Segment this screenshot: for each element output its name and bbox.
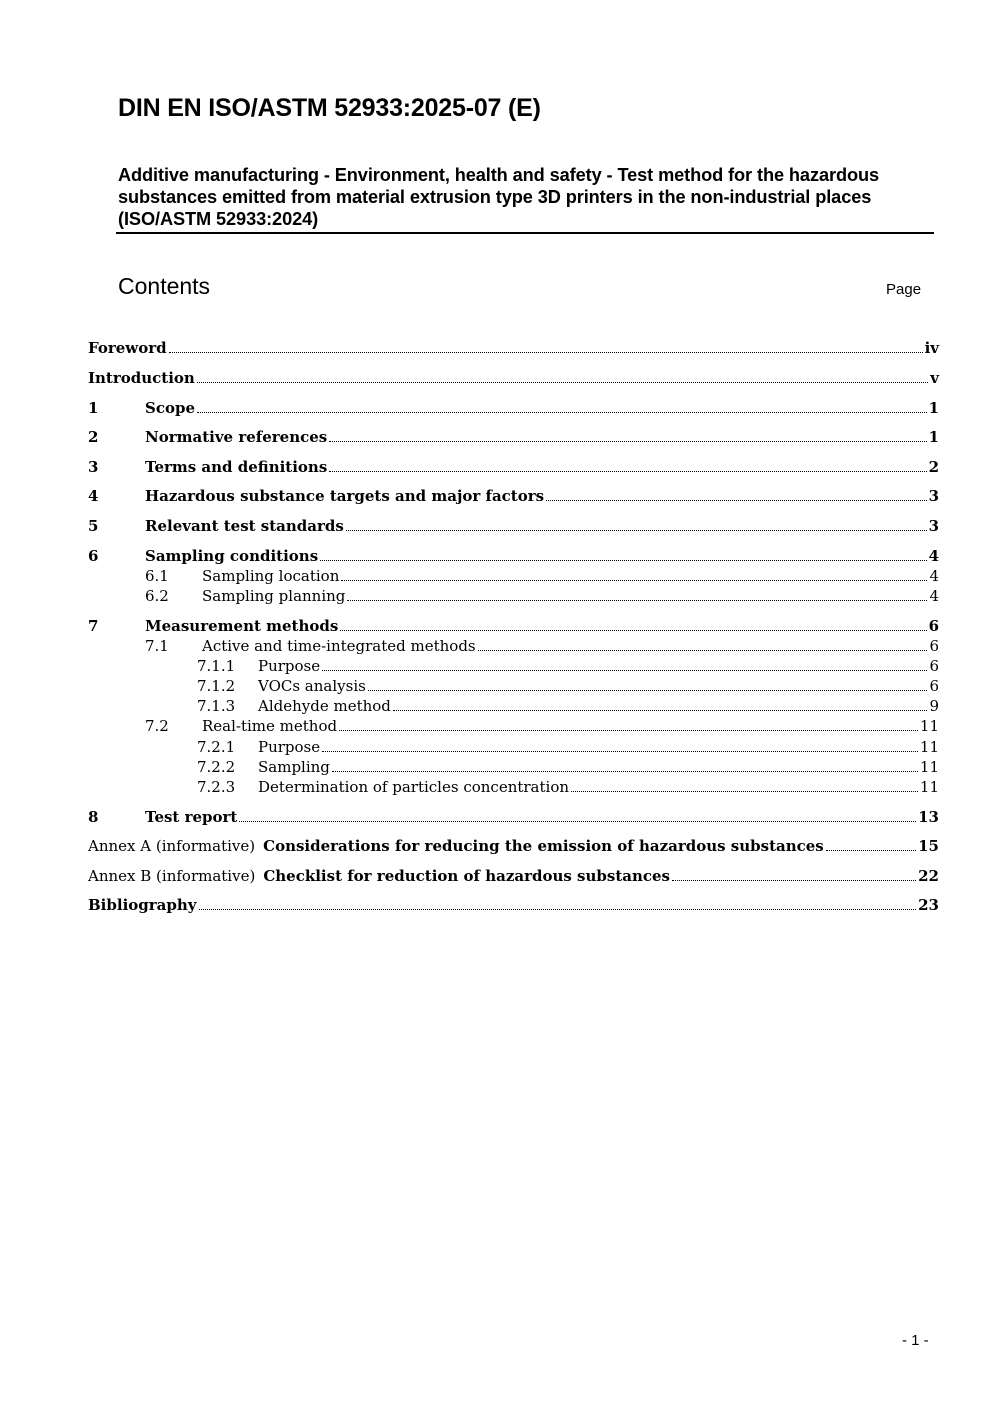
dot-leader: [393, 696, 928, 711]
dot-leader: [329, 457, 926, 472]
dot-leader: [368, 676, 928, 691]
toc-entry-sampling-location[interactable]: 6.1 Sampling location 4: [145, 567, 939, 585]
toc-entry-test-report[interactable]: 8 Test report 13: [88, 808, 939, 826]
toc-entry-active-time-integrated-methods[interactable]: 7.1 Active and time-integrated methods 6: [145, 637, 939, 655]
toc-entry-relevant-test-standards[interactable]: 5 Relevant test standards 3: [88, 517, 939, 535]
dot-leader: [340, 616, 926, 631]
toc-entry-sampling-planning[interactable]: 6.2 Sampling planning 4: [145, 587, 939, 605]
dot-leader: [546, 486, 926, 501]
toc-entry-measurement-methods[interactable]: 7 Measurement methods 6: [88, 617, 939, 635]
page-number: - 1 -: [902, 1332, 929, 1349]
dot-leader: [322, 656, 927, 671]
dot-leader: [322, 737, 918, 752]
dot-leader: [199, 895, 917, 910]
dot-leader: [826, 836, 916, 851]
toc-entry-purpose-7-1-1[interactable]: 7.1.1 Purpose 6: [197, 657, 939, 675]
toc-entry-sampling-conditions[interactable]: 6 Sampling conditions 4: [88, 547, 939, 565]
toc-entry-sampling-7-2-2[interactable]: 7.2.2 Sampling 11: [197, 758, 939, 776]
title-divider: [116, 232, 934, 234]
dot-leader: [169, 338, 923, 353]
toc-entry-annex-b[interactable]: Annex B (informative) Checklist for reduction of hazardous substances 22: [88, 867, 939, 885]
dot-leader: [478, 636, 928, 651]
dot-leader: [239, 807, 916, 822]
toc-entry-particles-concentration[interactable]: 7.2.3 Determination of particles concentration 11: [197, 778, 939, 796]
toc-entry-hazardous-substance-targets[interactable]: 4 Hazardous substance targets and major factors 3: [88, 487, 939, 505]
dot-leader: [332, 757, 918, 772]
dot-leader: [339, 716, 918, 731]
toc-entry-purpose-7-2-1[interactable]: 7.2.1 Purpose 11: [197, 738, 939, 756]
toc-entry-annex-a[interactable]: Annex A (informative) Considerations for reducing the emission of hazardous substances 15: [88, 837, 939, 855]
dot-leader: [320, 546, 926, 561]
page-column-heading: Page: [886, 281, 922, 298]
toc-entry-foreword[interactable]: Foreword iv: [88, 339, 939, 357]
toc-entry-scope[interactable]: 1 Scope 1: [88, 399, 939, 417]
dot-leader: [347, 586, 927, 601]
dot-leader: [346, 516, 927, 531]
dot-leader: [197, 368, 928, 383]
toc-entry-aldehyde-method[interactable]: 7.1.3 Aldehyde method 9: [197, 697, 939, 715]
toc-entry-introduction[interactable]: Introduction v: [88, 369, 939, 387]
dot-leader: [197, 398, 927, 413]
dot-leader: [329, 427, 926, 442]
document-title: Additive manufacturing - Environment, health and safety - Test method for the hazardous substances emitted from material extrusion type 3D printers in the non-industrial places (ISO/ASTM 52933:2024): [118, 165, 879, 229]
toc-entry-normative-references[interactable]: 2 Normative references 1: [88, 428, 939, 446]
toc-entry-bibliography[interactable]: Bibliography 23: [88, 896, 939, 914]
contents-heading: Contents: [118, 273, 211, 299]
toc-entry-real-time-method[interactable]: 7.2 Real-time method 11: [145, 717, 939, 735]
dot-leader: [341, 566, 927, 581]
dot-leader: [672, 866, 916, 881]
document-id: DIN EN ISO/ASTM 52933:2025-07 (E): [118, 94, 541, 122]
toc-entry-terms-and-definitions[interactable]: 3 Terms and definitions 2: [88, 458, 939, 476]
dot-leader: [571, 777, 918, 792]
toc-entry-vocs-analysis[interactable]: 7.1.2 VOCs analysis 6: [197, 677, 939, 695]
